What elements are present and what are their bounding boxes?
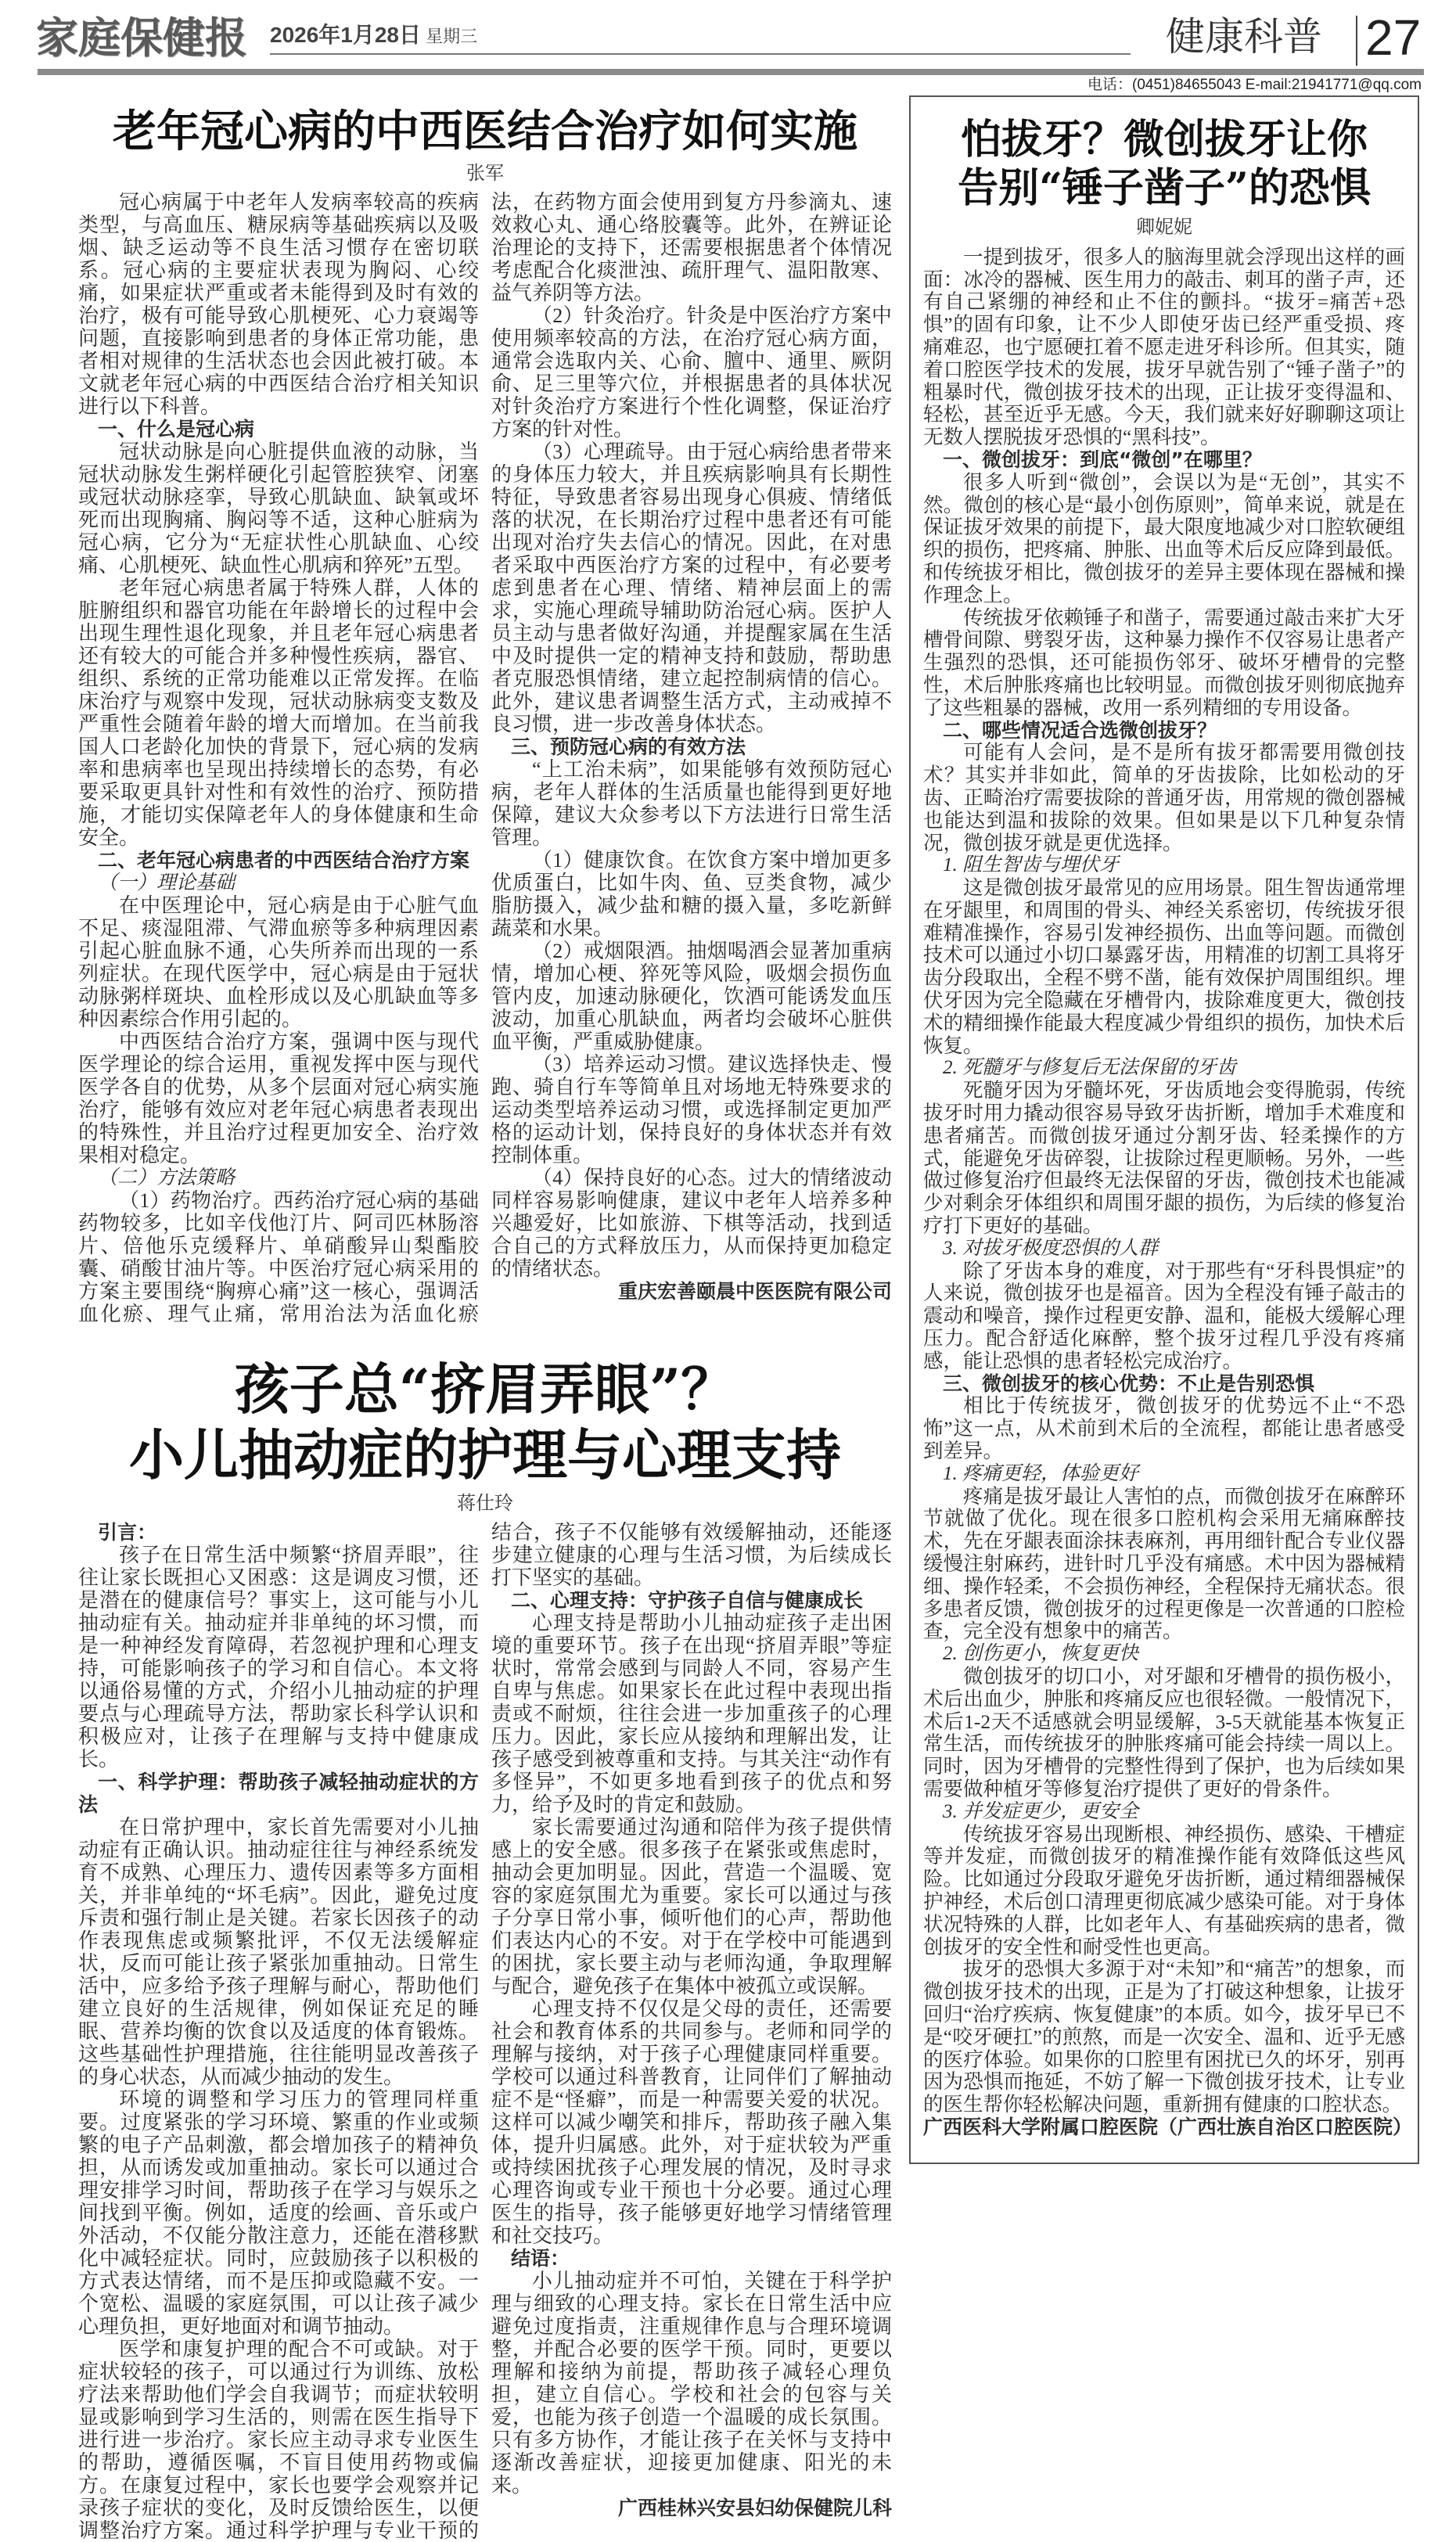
section-heading: 二、老年冠心病患者的中西医结合治疗方案: [98, 849, 470, 872]
paragraph: （2）针灸治疗。针灸是中医治疗方案中使用频率较高的方法，在治疗冠心病方面，通常会选取内关、心俞、膻中、通里、厥阴俞、足三里等穴位，并根据患者的具体状况对针灸治疗方案进行个性化调整，保证治疗方案的针对性。: [491, 304, 892, 441]
article-heart-disease: [78, 106, 892, 1325]
paragraph: 冠心病属于中老年人发病率较高的疾病类型，与高血压、糖尿病等基础疾病以及吸烟、缺乏运动等不良生活习惯存在密切联系。冠心病的主要症状表现为胸闷、心绞痛，如果症状严重或者未能得到及时有效的治疗，极有可能导致心肌梗死、心力衰竭等问题，直接影响到患者的身体正常功能，患者相对规律的生活状态也会因此被打破。本文就老年冠心病的中西医结合治疗相关知识进行以下科普。: [78, 191, 479, 419]
paragraph: （3）心理疏导。由于冠心病给患者带来的身体压力较大，并且疾病影响具有长期性特征，导致患者容易出现身心俱疲、情绪低落的状况，在长期治疗过程中患者还有可能出现对治疗失去信心的情况。因此，在对患者采取中西医治疗方案的过程中，有必要考虑到患者在心理、情绪、精神层面上的需求，实施心理疏导辅助防治冠心病。医护人员主动与患者做好沟通，并提醒家属在生活中及时提供一定的精神支持和鼓励，帮助患者克服恐惧情绪，建立起控制病情的信心。此外，建议患者调整生活方式，主动戒掉不良习惯，进一步改善身体状态。: [491, 440, 892, 736]
paragraph: 很多人听到“微创”，会误以为是“无创”，其实不然。微创的核心是“最小创伤原则”，简单来说，就是在保证拔牙效果的前提下，最大限度地减少对口腔软硬组织的损伤，把疼痛、肿胀、出血等术后反应降到最低。和传统拔牙相比，微创拔牙的差异主要体现在器械和操作理念上。: [923, 470, 1405, 606]
page-divider: [1356, 16, 1357, 66]
article-author: 蒋仕玲: [457, 1492, 513, 1515]
date-text: 2026年1月28日: [270, 23, 422, 47]
paragraph: 一提到拔牙，很多人的脑海里就会浮现出这样的画面：冰冷的器械、医生用力的敲击、刺耳的凿子声，还有自己紧绷的神经和止不住的颤抖。“拔牙=痛苦+恐惧”的固有印象，让不少人即使牙齿已经严重受损、疼痛难忍，也宁愿硬扛着不愿走进牙科诊所。但其实，随着口腔医学技术的发展，拔牙早就告别了“锤子凿子”的粗暴时代，微创拔牙技术的出现，正让拔牙变得温和、轻松，甚至近乎无感。今天，我们就来好好聊聊这项让无数人摆脱拔牙恐惧的“黑科技”。: [923, 245, 1405, 449]
article-title-line2: 小儿抽动症的护理与心理支持: [129, 1422, 841, 1488]
paragraph: 传统拔牙容易出现断根、神经损伤、感染、干槽症等并发症，而微创拔牙的精准操作能有效降低这些风险。比如通过分段取牙避免牙齿折断，通过精细器械保护神经，术后创口清理更彻底减少感染可能。对于身体状况特殊的人群，比如老年人、有基础疾病的患者，微创拔牙的安全性和耐受性也更高。: [923, 1822, 1405, 1958]
section-heading: 一、科学护理：帮助孩子减轻抽动症状的方法: [78, 1771, 479, 1817]
issue-date: [270, 23, 477, 49]
subsection-heading: 3. 并发症更少，更安全: [943, 1800, 1139, 1822]
source-credit: 重庆宏善颐晨中医医院有限公司: [617, 1280, 892, 1303]
section-heading: 一、什么是冠心病: [98, 418, 255, 441]
paragraph: 在中医理论中，冠心病是由于心脏气血不足、痰湿阻滞、气滞血瘀等多种病理因素引起心脏血脉不通，心失所养而出现的一系列症状。在现代医学中，冠心病是由于冠状动脉粥样斑块、血栓形成以及心肌缺血等多种因素综合作用引起的。: [78, 894, 479, 1031]
paragraph: 这是微创拔牙最常见的应用场景。阻生智齿通常埋在牙龈里，和周围的骨头、神经关系密切，传统拔牙很难精准操作，容易引发神经损伤、出血等问题。而微创技术可以通过小切口暴露牙齿，用精准的切割工具将牙齿分段取出，全程不劈不凿，能有效保护周围组织。埋伏牙因为完全隐藏在牙槽骨内，拔除难度更大，微创技术的精细操作能最大程度减少骨组织的损伤，加快术后恢复。: [923, 876, 1405, 1057]
contact-info: 电话：(0451)84655043 E-mail:21941771@qq.com: [1088, 77, 1422, 93]
masthead-logo: 家庭保健报: [36, 13, 247, 63]
header-rule: [270, 53, 1131, 55]
paragraph: 冠状动脉是向心脏提供血液的动脉，当冠状动脉发生粥样硬化引起管腔狭窄、闭塞或冠状动脉痉挛，导致心肌缺血、缺氧或坏死而出现胸痛、胸闷等不适，这种心脏病为冠心病，它分为“无症状性心肌缺血、心绞痛、心肌梗死、缺血性心肌病和猝死”五型。: [78, 440, 479, 577]
source-credit: 广西桂林兴安县妇幼保健院儿科: [617, 2497, 892, 2520]
paragraph: 疼痛是拔牙最让人害怕的点，而微创拔牙在麻醉环节就做了优化。现在很多口腔机构会采用无痛麻醉技术，先在牙龈表面涂抹表麻剂，再用细针配合专业仪器缓慢注射麻药，进针时几乎没有痛感。术中因为器械精细、操作轻柔，不会损伤神经，全程保持无痛状态。很多患者反馈，微创拔牙的过程更像是一次普通的口腔检查，完全没有想象中的痛苦。: [923, 1484, 1405, 1643]
paragraph: 家长需要通过沟通和陪伴为孩子提供情感上的安全感。很多孩子在紧张或焦虑时，抽动会更加明显。因此，营造一个温暖、宽容的家庭氛围尤为重要。家长可以通过与孩子分享日常小事，倾听他们的心声，帮助他们表达内心的不安。对于在学校中可能遇到的困扰，家长要主动与老师沟通，争取理解与配合，避免孩子在集体中被孤立或误解。: [491, 1816, 892, 1998]
article-tooth-extraction: [909, 95, 1419, 2164]
paragraph: 医学和康复护理的配合不可或缺。对于症状较轻的孩子，可以通过行为训练、放松疗法来帮助他们学会自我调节；而症状较明显或影响到学习生活的，则需在医生指导下进行进一步治疗。家长应主动寻求专业医生的帮助，遵循医嘱，不盲目使用药物或偏方。在康复过程中，家长也要学会观察并记录孩子症状的变化，及时反馈给医生，以便调整治疗方案。通过科学护理与专业干预的结合，孩子不仅能够有效缓解抽动，还能逐步建立健康的心理与生活习惯，为后续成长打下坚实的基础。: [78, 1521, 892, 2542]
paragraph: 小儿抽动症并不可怕，关键在于科学护理与细致的心理支持。家长在日常生活中应避免过度指责，注重规律作息与合理环境调整，并配合必要的医学干预。同时，更要以理解和接纳为前提，帮助孩子减轻心理负担，建立自信心。学校和社会的包容与关爱，也能为孩子创造一个温暖的成长氛围。只有多方协作，才能让孩子在关怀与支持中逐渐改善症状，迎接更加健康、阳光的未来。: [491, 2270, 892, 2497]
article-title: 老年冠心病的中西医结合治疗如何实施: [113, 106, 857, 157]
section-heading: 二、哪些情况适合选微创拔牙？: [943, 718, 1217, 742]
page-number: 27: [1365, 9, 1422, 66]
paragraph: 相比于传统拔牙，微创拔牙的优势远不止“不恐怖”这一点，从术前到术后的全流程，都能让患者感受到差异。: [923, 1394, 1405, 1463]
paragraph: 拔牙的恐惧大多源于对“未知”和“痛苦”的想象，而微创拔牙技术的出现，正是为了打破这种想象，让拔牙回归“治疗疾病、恢复健康”的本质。如今，拔牙早已不是“咬牙硬扛”的煎熬，而是一次安全、温和、近乎无感的医疗体验。如果你的口腔里有困扰已久的坏牙，别再因为恐惧而拖延，不妨了解一下微创拔牙技术，让专业的医生帮你轻松解决问题，重新拥有健康的口腔状态。: [923, 1958, 1405, 2116]
subsection-heading: 1. 阻生智齿与埋伏牙: [943, 854, 1120, 876]
masthead-rule: [38, 69, 1424, 75]
left-columns: [78, 106, 892, 2542]
article-body: [923, 245, 1413, 2139]
section-heading: 三、微创拔牙的核心优势：不止是告别恐惧: [943, 1372, 1315, 1395]
paragraph: 微创拔牙的切口小，对牙龈和牙槽骨的损伤极小，术后出血少，肿胀和疼痛反应也很轻微。一般情况下，术后1-2天不适感就会明显缓解，3-5天就能基本恢复正常生活，而传统拔牙的肿胀疼痛可能会持续一周以上。同时，因为牙槽骨的完整性得到了保护，也为后续如果需要做种植牙等修复治疗提供了更好的骨条件。: [923, 1664, 1405, 1800]
paragraph: （1）药物治疗。西药治疗冠心病的基础药物较多，比如辛伐他汀片、阿司匹林肠溶片、倍他乐克缓释片、单硝酸异山梨酯胶囊、硝酸甘油片等。中医治疗冠心病采用的方案主要围绕“胸痹心痛”这一核心，强调活血化瘀、理气止痛，常用治法为活血化瘀法，在药物方面会使用到复方丹参滴丸、速效救心丸、通心络胶囊等。此外，在辨证论治理论的支持下，还需要根据患者个体情况考虑配合化痰泄浊、疏肝理气、温阳散寒、益气养阴等方法。: [78, 191, 892, 1326]
paragraph: 心理支持是帮助小儿抽动症孩子走出困境的重要环节。孩子在出现“挤眉弄眼”等症状时，常常会感到与同龄人不同，容易产生自卑与焦虑。如果家长在此过程中表现出指责或不耐烦，往往会进一步加重孩子的心理压力。因此，家长应从接纳和理解出发，让孩子感受到被尊重和支持。与其关注“动作有多怪异”，不如更多地看到孩子的优点和努力，给予及时的肯定和鼓励。: [491, 1612, 892, 1817]
subsection-heading: 2. 创伤更小，恢复更快: [943, 1643, 1139, 1665]
article-author: 卿妮妮: [1136, 215, 1192, 238]
paragraph: 环境的调整和学习压力的管理同样重要。过度紧张的学习环境、繁重的作业或频繁的电子产品刺激，都会增加孩子的精神负担，从而诱发或加重抽动。家长可以通过合理安排学习时间，帮助孩子在学习与娱乐之间找到平衡。例如，适度的绘画、音乐或户外活动，不仅能分散注意力，还能在潜移默化中减轻症状。同时，应鼓励孩子以积极的方式表达情绪，而不是压抑或隐藏不安。一个宽松、温暖的家庭氛围，可以让孩子减少心理负担，更好地面对和调节抽动。: [78, 2088, 479, 2339]
paragraph: （1）健康饮食。在饮食方案中增加更多优质蛋白，比如牛肉、鱼、豆类食物，减少脂肪摄入，减少盐和糖的摄入量，多吃新鲜蔬菜和水果。: [491, 849, 892, 940]
paragraph: （3）培养运动习惯。建议选择快走、慢跑、骑自行车等简单且对场地无特殊要求的运动类型培养运动习惯，或选择制定更加严格的运动计划，保持良好的身体状态并有效控制体重。: [491, 1053, 892, 1167]
subsection-heading: 1. 疼痛更轻，体验更好: [943, 1462, 1139, 1484]
paragraph: 除了牙齿本身的难度，对于那些有“牙科畏惧症”的人来说，微创拔牙也是福音。因为全程没有锤子敲击的震动和噪音，操作过程更安静、温和，能极大缓解心理压力。配合舒适化麻醉，整个拔牙过程几乎没有疼痛感，能让恐惧的患者轻松完成治疗。: [923, 1259, 1405, 1372]
paragraph: 传统拔牙依赖锤子和凿子，需要通过敲击来扩大牙槽骨间隙、劈裂牙齿，这种暴力操作不仅容易让患者产生强烈的恐惧，还可能损伤邻牙、破坏牙槽骨的完整性，术后肿胀疼痛也比较明显。而微创拔牙则彻底抛弃了这些粗暴的器械，改用一系列精细的专用设备。: [923, 606, 1405, 719]
paragraph: （2）戒烟限酒。抽烟喝酒会显著加重病情，增加心梗、猝死等风险，吸烟会损伤血管内皮，加速动脉硬化，饮酒可能诱发血压波动，加重心肌缺血，两者均会破坏心脏供血平衡，严重威胁健康。: [491, 940, 892, 1054]
paragraph: “上工治未病”，如果能够有效预防冠心病，老年人群体的生活质量也能得到更好地保障，建议大众参考以下方法进行日常生活管理。: [491, 758, 892, 850]
section-heading: 引言：: [98, 1521, 157, 1544]
paragraph: 心理支持不仅仅是父母的责任，还需要社会和教育体系的共同参与。老师和同学的理解与接纳，对于孩子心理健康同样重要。学校可以通过科普教育，让同伴们了解抽动症不是“怪癖”，而是一种需要关爱的状况。这样可以减少嘲笑和排斥，帮助孩子融入集体，提升归属感。此外，对于症状较为严重或持续困扰孩子心理发展的情况，及时寻求心理咨询或专业干预也十分必要。通过心理医生的指导，孩子能够更好地学习情绪管理和社交技巧。: [491, 1997, 892, 2248]
section-heading: 三、预防冠心病的有效方法: [511, 735, 746, 759]
article-title-line1: 怕拔牙？微创拔牙让你: [960, 116, 1368, 164]
paragraph: 可能有人会问，是不是所有拔牙都需要用微创技术？其实并非如此，简单的牙齿拔除，比如松动的牙齿、正畸治疗需要拔除的普通牙齿，用常规的微创器械也能达到温和拔除的效果。但如果是以下几种复杂情况，微创拔牙就是更优选择。: [923, 741, 1405, 854]
section-heading: 结语：: [511, 2247, 570, 2271]
subsection-heading: （一）理论基础: [98, 872, 235, 894]
section-name: 健康科普: [1166, 14, 1322, 59]
article-body: [78, 191, 892, 1325]
article-body: [78, 1521, 892, 2542]
paragraph: 中西医结合治疗方案，强调中医与现代医学理论的综合运用，重视发挥中医与现代医学各自的优势，从多个层面对冠心病实施治疗，能够有效应对老年冠心病患者表现出的特殊性，并且治疗过程更加安全、治疗效果相对稳定。: [78, 1030, 479, 1167]
subsection-heading: 3. 对拔牙极度恐惧的人群: [943, 1237, 1159, 1259]
source-credit: 广西医科大学附属口腔医院（广西壮族自治区口腔医院）: [923, 2115, 1413, 2138]
paragraph: 死髓牙因为牙髓坏死，牙齿质地会变得脆弱，传统拔牙时用力撬动很容易导致牙齿折断，增加手术难度和患者痛苦。而微创拔牙通过分割牙齿、轻柔操作的方式，能避免牙齿碎裂，让拔除过程更顺畅。另外，一些做过修复治疗但最终无法保留的牙齿，微创技术也能减少对剩余牙体组织和周围牙龈的损伤，为后续的修复治疗打下更好的基础。: [923, 1079, 1405, 1238]
subsection-heading: 2. 死髓牙与修复后无法保留的牙齿: [943, 1057, 1237, 1079]
paragraph: 孩子在日常生活中频繁“挤眉弄眼”，往往让家长既担心又困惑：这是调皮习惯，还是潜在的健康信号？事实上，这可能与小儿抽动症有关。抽动症并非单纯的坏习惯，而是一种神经发育障碍，若忽视护理和心理支持，可能影响孩子的学习和自信心。本文将以通俗易懂的方式，介绍小儿抽动症的护理要点与心理疏导方法，帮助家长科学认识和积极应对，让孩子在理解与支持中健康成长。: [78, 1544, 479, 1771]
subsection-heading: （二）方法策略: [98, 1167, 235, 1189]
section-heading: 二、心理支持：守护孩子自信与健康成长: [511, 1589, 864, 1613]
article-author: 张军: [466, 162, 504, 185]
section-heading: 一、微创拔牙：到底“微创”在哪里？: [943, 448, 1262, 471]
article-title-line2: 告别“锤子凿子”的恐惧: [958, 164, 1371, 213]
article-tic-disorder: [78, 1357, 892, 2542]
article-title-line1: 孩子总“挤眉弄眼”？: [234, 1357, 736, 1422]
paragraph: 老年冠心病患者属于特殊人群，人体的脏腑组织和器官功能在年龄增长的过程中会出现生理性退化现象，并且老年冠心病患者还有较大的可能合并多种慢性疾病，器官、组织、系统的正常功能难以正常发挥。在临床治疗与观察中发现，冠状动脉病变支数及严重性会随着年龄的增大而增加。在当前我国人口老龄化加快的背景下，冠心病的发病率和患病率也呈现出持续增长的态势，有必要采取更具针对性和有效性的治疗、预防措施，才能切实保障老年人的身体健康和生命安全。: [78, 577, 479, 850]
weekday-text: 星期三: [426, 27, 478, 46]
paragraph: （4）保持良好的心态。过大的情绪波动同样容易影响健康，建议中老年人培养多种兴趣爱好，比如旅游、下棋等活动，找到适合自己的方式释放压力，从而保持更加稳定的情绪状态。: [491, 1167, 892, 1281]
paragraph: 在日常护理中，家长首先需要对小儿抽动症有正确认识。抽动症往往与神经系统发育不成熟、心理压力、遗传因素等多方面相关，并非单纯的“坏毛病”。因此，避免过度斥责和强行制止是关键。若家长因孩子的动作表现焦虑或频繁批评，不仅无法缓解症状，反而可能让孩子紧张加重抽动。日常生活中，应多给予孩子理解与耐心，帮助他们建立良好的生活规律，例如保证充足的睡眠、营养均衡的饮食以及适度的体育锻炼。这些基础性护理措施，往往能明显改善孩子的身心状态，从而减少抽动的发生。: [78, 1816, 479, 2089]
